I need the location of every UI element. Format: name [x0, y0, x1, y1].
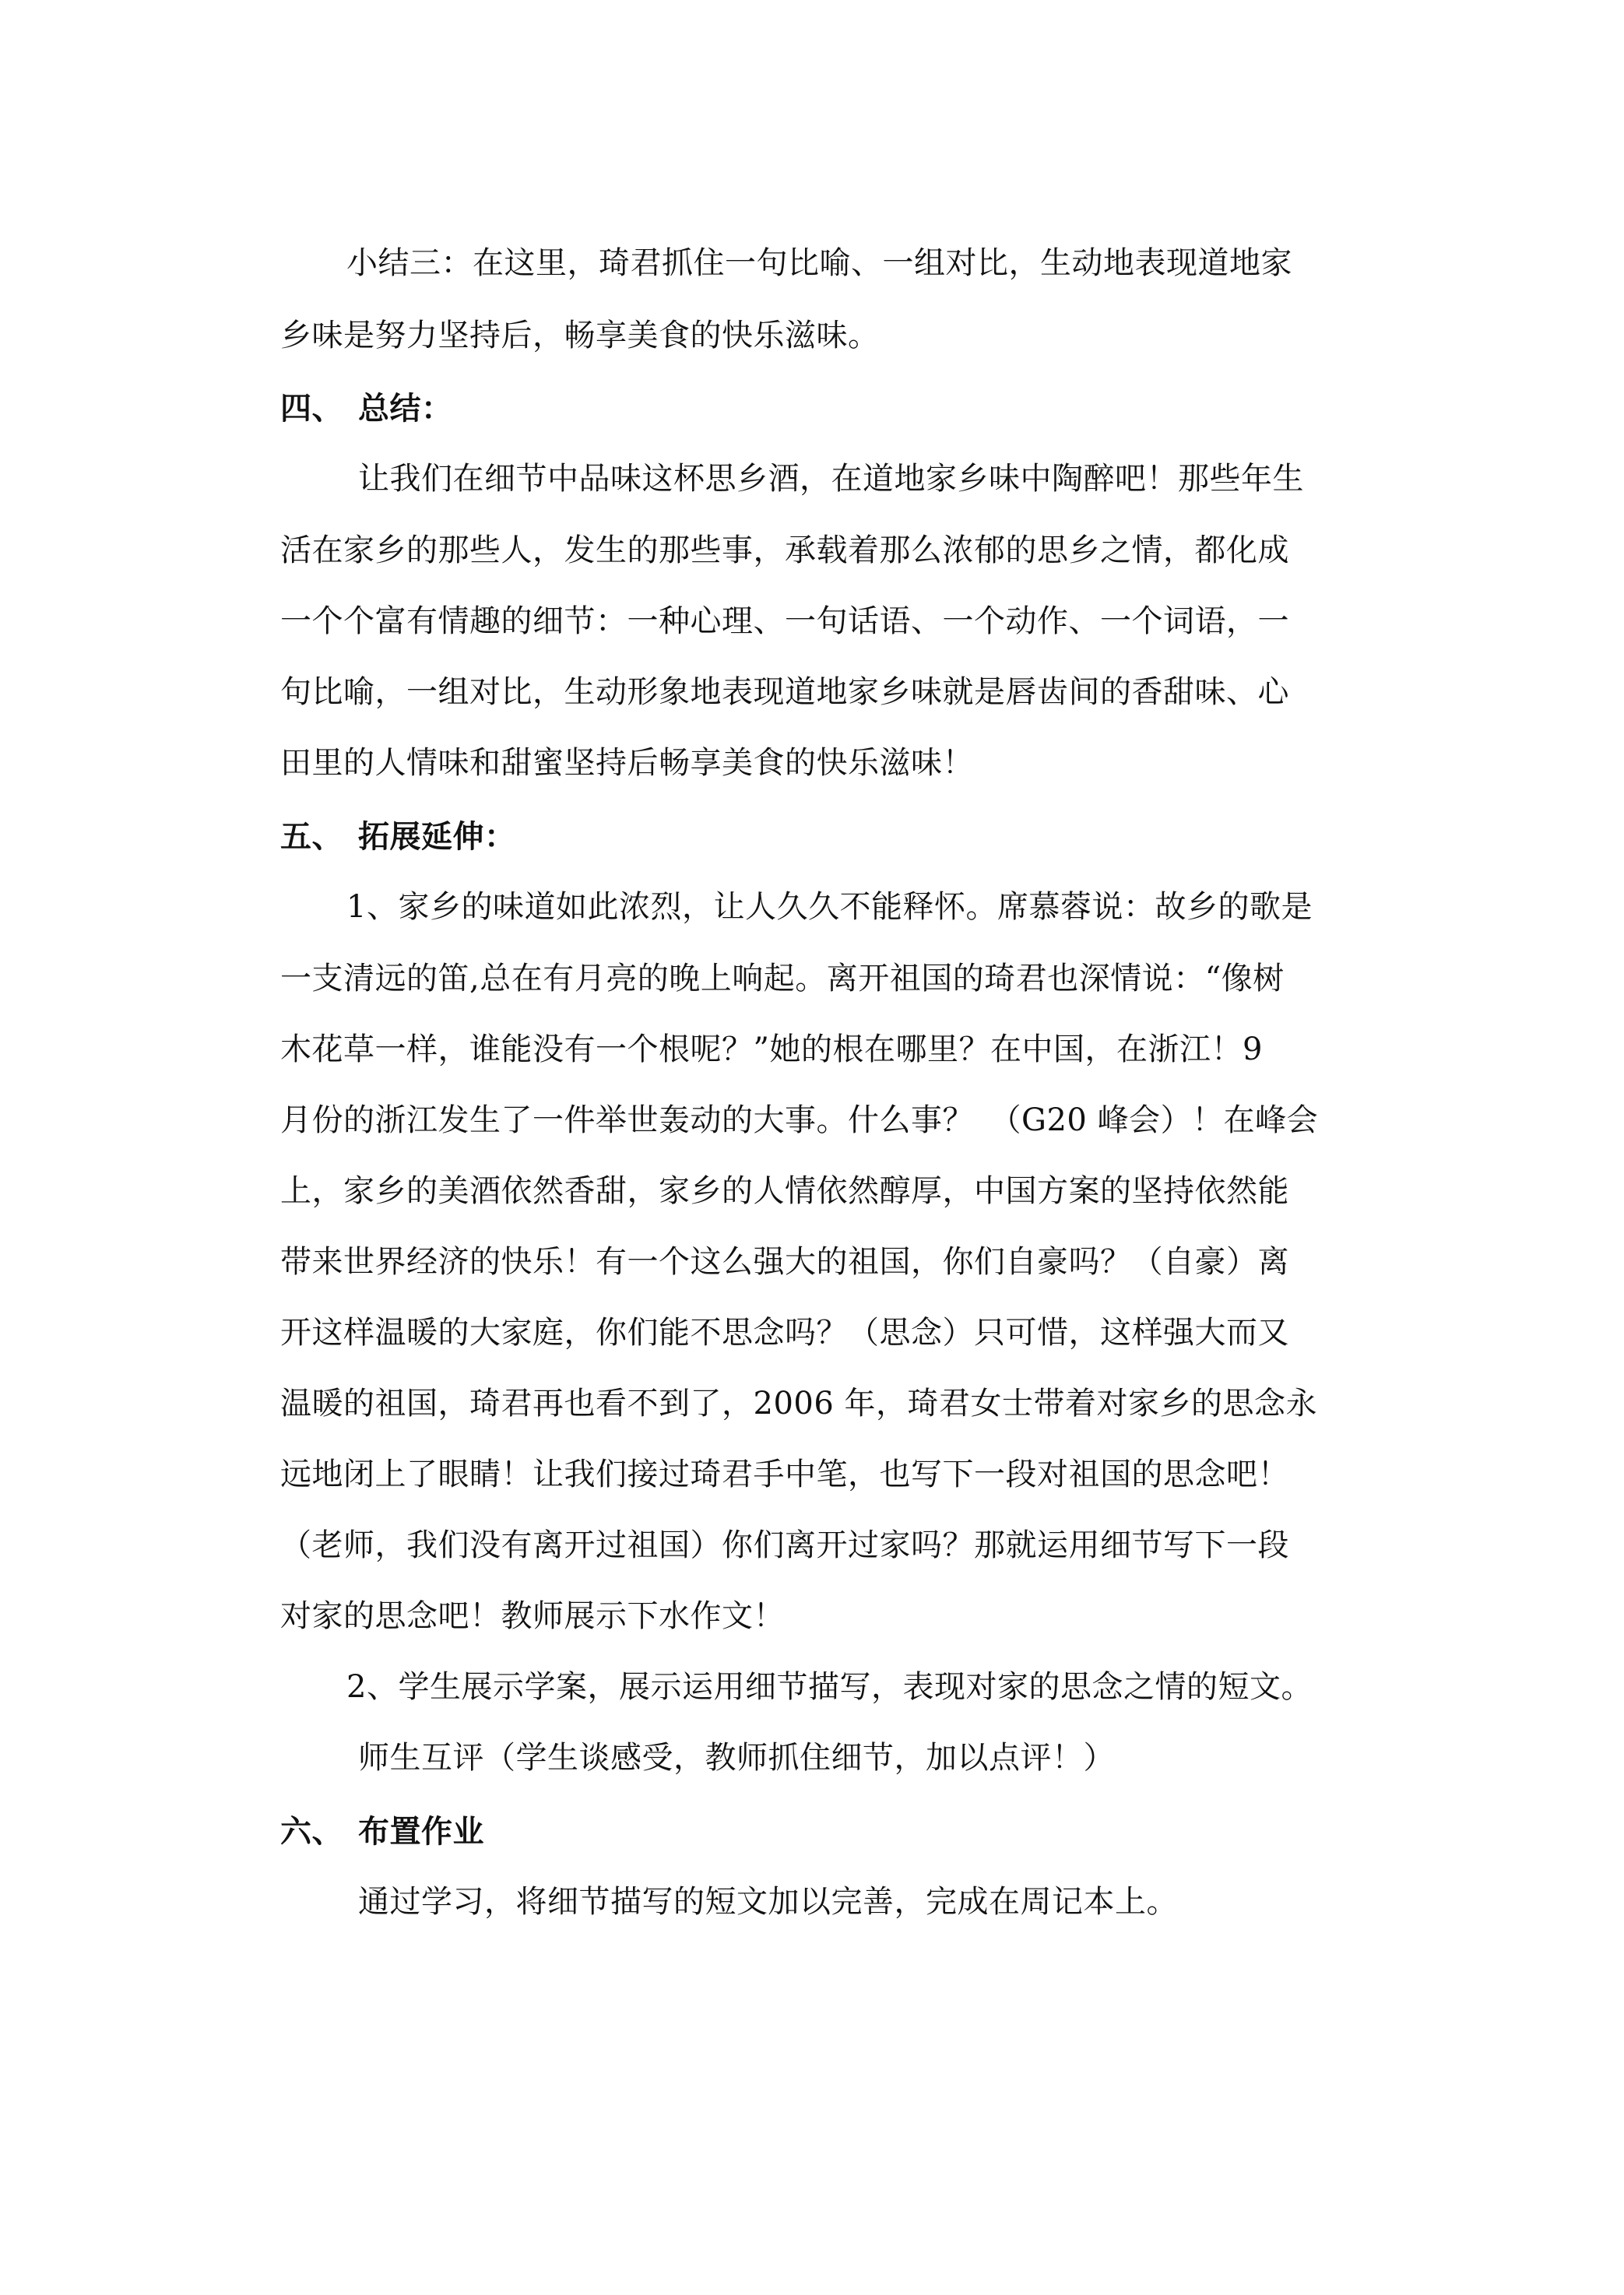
section5-line-12: 2、学生展示学案，展示运用细节描写，表现对家的思念之情的短文。 [346, 1669, 1313, 1705]
section4-heading [280, 389, 453, 428]
section4-title: 总结： [358, 391, 453, 427]
section5-title: 拓展延伸： [358, 819, 516, 855]
section5-line-11: 对家的思念吧！教师展示下水作文！ [280, 1598, 785, 1634]
section5-heading [280, 817, 516, 856]
section4-number: 四、 [280, 391, 343, 427]
section6-heading [280, 1812, 484, 1851]
section5-line-2: 一支清远的笛,总在有月亮的晚上响起。离开祖国的琦君也深情说：“像树 [280, 961, 1285, 996]
section5-line-3: 木花草一样，谁能没有一个根呢？”她的根在哪里？在中国，在浙江！9 [280, 1032, 1263, 1067]
section5-line-8: 温暖的祖国，琦君再也看不到了，2006 年，琦君女士带着对家乡的思念永 [280, 1386, 1318, 1422]
section5-line-13: 师生互评（学生谈感受，教师抓住细节，加以点评！） [358, 1740, 1115, 1776]
section5-line-10: （老师，我们没有离开过祖国）你们离开过家吗？那就运用细节写下一段 [280, 1527, 1289, 1563]
section5-line-9: 远地闭上了眼睛！让我们接过琦君手中笔，也写下一段对祖国的思念吧！ [280, 1457, 1289, 1492]
section4-line-5: 田里的人情味和甜蜜坚持后畅享美食的快乐滋味！ [280, 745, 974, 781]
section4-line-1: 让我们在细节中品味这杯思乡酒，在道地家乡味中陶醉吧！那些年生 [358, 461, 1304, 497]
section5-line-5: 上，家乡的美酒依然香甜，家乡的人情依然醇厚，中国方案的坚持依然能 [280, 1173, 1289, 1209]
section5-line-1: 1、家乡的味道如此浓烈，让人久久不能释怀。席慕蓉说：故乡的歌是 [346, 889, 1313, 925]
summary3-line-2: 乡味是努力坚持后，畅享美食的快乐滋味。 [280, 318, 880, 353]
section5-number: 五、 [280, 819, 343, 855]
section5-line-6: 带来世界经济的快乐！有一个这么强大的祖国，你们自豪吗？（自豪）离 [280, 1244, 1289, 1280]
section4-line-2: 活在家乡的那些人，发生的那些事，承载着那么浓郁的思乡之情，都化成 [280, 532, 1289, 568]
section6-line-1: 通过学习，将细节描写的短文加以完善，完成在周记本上。 [358, 1884, 1178, 1920]
section6-title: 布置作业 [358, 1814, 484, 1850]
summary3-line-1: 小结三：在这里，琦君抓住一句比喻、一组对比，生动地表现道地家 [346, 245, 1292, 281]
section4-line-3: 一个个富有情趣的细节：一种心理、一句话语、一个动作、一个词语，一 [280, 603, 1289, 639]
section4-line-4: 句比喻，一组对比，生动形象地表现道地家乡味就是唇齿间的香甜味、心 [280, 674, 1289, 710]
section6-number: 六、 [280, 1814, 343, 1850]
section5-line-7: 开这样温暖的大家庭，你们能不思念吗？（思念）只可惜，这样强大而又 [280, 1315, 1289, 1351]
section5-line-4: 月份的浙江发生了一件举世轰动的大事。什么事？ （G20 峰会）！在峰会 [280, 1102, 1319, 1138]
